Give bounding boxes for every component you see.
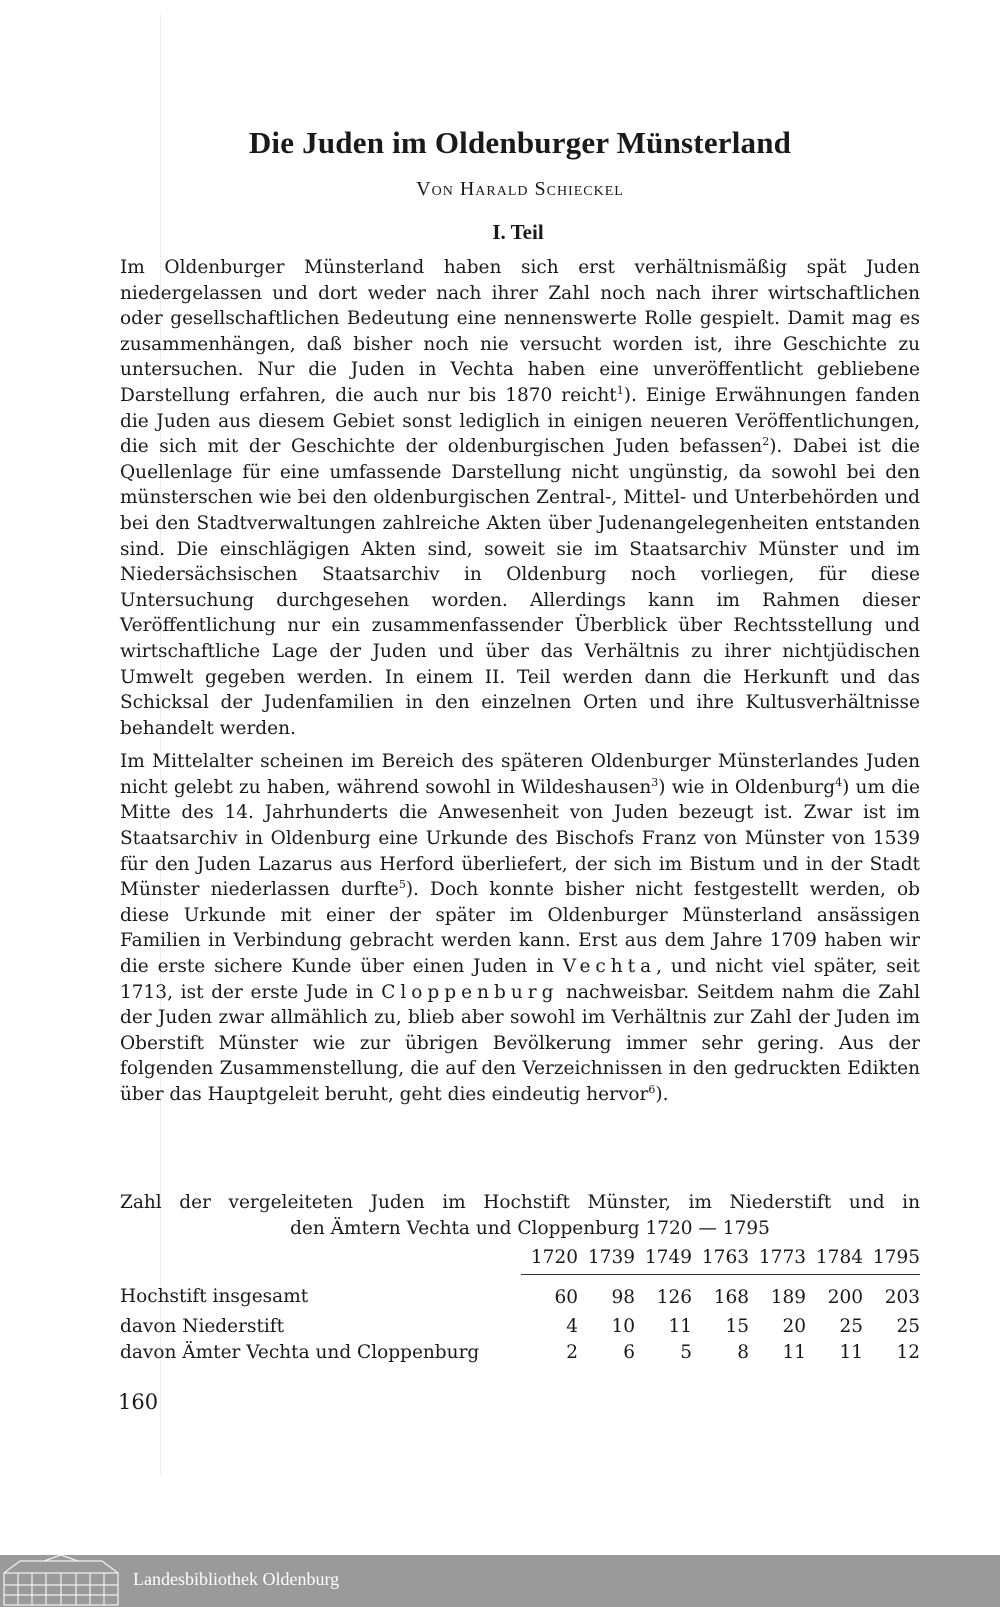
- footnote-ref-2[interactable]: 2: [762, 435, 770, 448]
- table-cell: 25: [839, 1315, 863, 1337]
- table-cell: 189: [770, 1286, 806, 1308]
- table-cell: 6: [623, 1341, 635, 1363]
- year-header: 1763: [692, 1247, 749, 1275]
- place-vechta: Vechta: [562, 956, 657, 978]
- table-caption: [120, 1190, 920, 1242]
- body-text: [120, 255, 920, 1108]
- table-cell: 10: [611, 1315, 635, 1337]
- table-cell: 11: [839, 1341, 863, 1363]
- row-label: davon Niederstift: [120, 1315, 285, 1337]
- table-cell: 11: [668, 1315, 692, 1337]
- table-caption-line-1: Zahl der vergeleiteten Juden im Hochstift Münster, im Niederstift und in: [120, 1192, 920, 1213]
- text-run: nachweisbar. Seitdem nahm die Zahl der Juden zwar allmählich zu, blieb aber sowohl im Verhältnis zur Zahl der Juden im Oberstift Münster wie zur übrigen Bevölkerung immer sehr gering. Aus der folgenden Zusammenstellung, die auf den Verzeichnissen in den gedruckten Edikten über das Hauptgeleit beruht, geht dies eindeutig hervor: [120, 981, 920, 1105]
- table-cell: 168: [713, 1286, 749, 1308]
- statistics-table: [120, 1247, 920, 1365]
- paragraph-2: [120, 749, 920, 1107]
- page-number: 160: [118, 1390, 159, 1414]
- section-heading: I. Teil: [492, 220, 544, 244]
- table-cell: 60: [554, 1286, 578, 1308]
- year-header: 1739: [578, 1247, 635, 1275]
- text-run: ) um die Mitte des 14. Jahrhunderts die Anwesenheit von Juden bezeugt ist. Zwar ist im Staatsarchiv in Oldenburg eine Urkunde des Bischofs Franz von Münster von 1539 für den Juden Lazarus aus Herford überliefert, der sich im Bistum und in der Stadt Münster niederlassen durfte: [120, 776, 921, 901]
- table-row: [120, 1275, 920, 1314]
- table-cell: 203: [884, 1286, 920, 1308]
- footnote-ref-4[interactable]: 4: [835, 775, 843, 789]
- text-run: Im Mittelalter scheinen im Bereich des späteren Oldenburger Münsterlandes Juden nicht gelebt zu haben, während sowohl in Wildeshausen: [120, 751, 920, 798]
- library-footer-bar: [0, 1555, 1000, 1607]
- year-header: 1773: [749, 1247, 806, 1275]
- article-title: Die Juden im Oldenburger Münsterland: [248, 125, 792, 160]
- table-cell: 12: [896, 1341, 920, 1363]
- table-cell: 11: [782, 1341, 806, 1363]
- year-header: 1720: [521, 1247, 578, 1275]
- text-run: ) wie in Oldenburg: [658, 776, 836, 798]
- row-label: davon Ämter Vechta und Cloppenburg: [120, 1341, 480, 1363]
- table-cell: 4: [566, 1315, 578, 1337]
- table-row: [120, 1313, 920, 1339]
- text-run: , und nicht viel später, seit 1713, ist der erste Jude in: [120, 956, 920, 1003]
- table-cell: 15: [725, 1315, 749, 1337]
- library-building-icon: [0, 1555, 122, 1607]
- row-label: Hochstift insgesamt: [120, 1286, 309, 1308]
- table-cell: 126: [656, 1286, 692, 1308]
- year-header: 1749: [635, 1247, 692, 1275]
- footnote-ref-5[interactable]: 5: [398, 878, 406, 892]
- table-header-blank: [120, 1247, 521, 1275]
- text-run: ). Doch konnte bisher nicht festgestellt werden, ob diese Urkunde mit einer der später im Oldenburger Münsterland ansässigen Familien in Verbindung gebracht werden kann. Erst aus dem Jahre 1709 haben wir die erste sichere Kunde über einen Juden in: [120, 879, 920, 978]
- table-cell: 98: [611, 1286, 635, 1308]
- table-row: [120, 1339, 920, 1365]
- text-run: ).: [655, 1084, 669, 1105]
- table-cell: 25: [896, 1315, 920, 1337]
- table-cell: 8: [737, 1341, 749, 1363]
- table-caption-line-2: den Ämtern Vechta und Cloppenburg 1720 — 1795: [290, 1218, 770, 1239]
- footnote-ref-6[interactable]: 6: [648, 1082, 656, 1096]
- paragraph-1: [120, 255, 920, 741]
- footnote-ref-3[interactable]: 3: [651, 775, 659, 789]
- table-cell: 200: [827, 1286, 863, 1308]
- article-author: Von Harald Schieckel: [416, 178, 624, 200]
- text-run: ). Einige Erwähnungen fanden die Juden aus diesem Gebiet sonst lediglich in einigen neueren Veröffentlichungen, die sich mit der Geschichte der oldenburgischen Juden befassen: [120, 384, 921, 458]
- place-cloppenburg: Cloppenburg: [381, 981, 559, 1003]
- text-run: ). Dabei ist die Quellenlage für eine umfassende Darstellung nicht ungünstig, da sowohl bei den münsterschen wie bei den oldenburgischen Zentral-, Mittel- und Unterbehörden und bei den Stadtverwaltungen zahlreiche Akten über Judenangelegenheiten entstanden sind. Die einschlägigen Akten sind, soweit sie im Staatsarchiv Münster und im Niedersächsischen Staatsarchiv in Oldenburg noch vorliegen, für diese Untersuchung durchgesehen worden. Allerdings kann im Rahmen dieser Veröffentlichung nur ein zusammenfassender Überblick über Rechtsstellung und wirtschaftliche Lage der Juden und über das Verhältnis zu ihrer nichtjüdischen Umwelt gegeben werden. In einem II. Teil werden dann die Herkunft und das Schicksal der Judenfamilien in den einzelnen Orten und ihre Kultusverhältnisse behandelt werden.: [120, 436, 920, 739]
- table-cell: 5: [680, 1341, 692, 1363]
- footnote-ref-1[interactable]: 1: [616, 383, 624, 397]
- library-name[interactable]: Landesbibliothek Oldenburg: [133, 1569, 340, 1589]
- table-cell: 20: [782, 1315, 806, 1337]
- text-run: Im Oldenburger Münsterland haben sich erst verhältnismäßig spät Juden niedergelassen und dort weder nach ihrer Zahl noch nach ihrer wirtschaftlichen oder gesellschaftlichen Bedeutung eine nennenswerte Rolle gespielt. Damit mag es zusammenhängen, daß bisher noch nie versucht worden ist, ihre Geschichte zu untersuchen. Nur die Juden in Vechta haben eine unveröffentlicht gebliebene Darstellung erfahren, die auch nur bis 1870 reicht: [120, 257, 920, 406]
- table-cell: 2: [566, 1341, 578, 1363]
- year-header: 1795: [863, 1247, 920, 1275]
- table-header-row: [120, 1247, 920, 1275]
- year-header: 1784: [806, 1247, 863, 1275]
